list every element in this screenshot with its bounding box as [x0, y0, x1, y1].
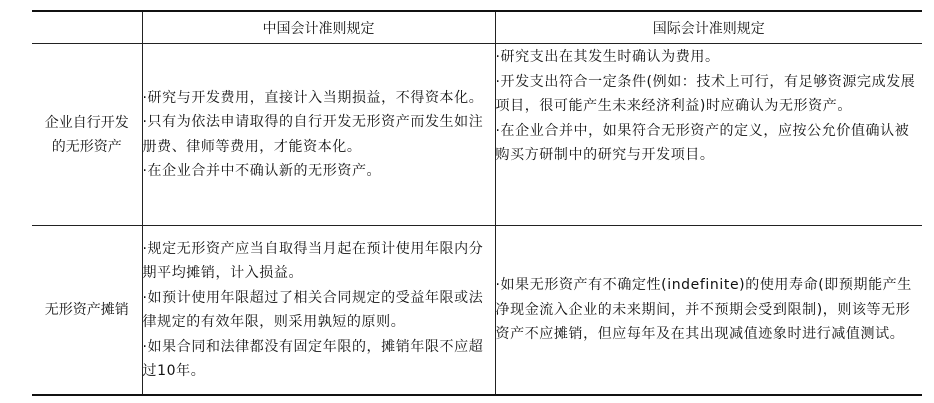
bullet-item: ·开发支出符合一定条件(例如：技术上可行，有足够资源完成发展项目，很可能产生未来经济利益)时应确认为无形资产。 — [495, 73, 916, 114]
row-label-line: 无形资产摊销 — [44, 302, 129, 318]
table-row — [32, 44, 922, 226]
china-cell-amortization — [142, 226, 495, 396]
bullet-item: ·在企业合并中，如果符合无形资产的定义，应按公允价值确认被购买方研制中的研究与开发项目。 — [495, 122, 910, 163]
bullet-item: ·只有为依法申请取得的自行开发无形资产而发生如注册费、律师等费用，才能资本化。 — [142, 114, 484, 155]
row-label-amortization — [32, 226, 142, 396]
header-china-standard: 中国会计准则规定 — [142, 11, 495, 44]
intl-cell-self-developed — [495, 44, 922, 226]
row-label-line: 的无形资产 — [51, 138, 122, 155]
bullet-item: ·在企业合并中不确认新的无形资产。 — [142, 163, 382, 179]
bullet-item: ·如果合同和法律都没有固定年限的，摊销年限不应超过10年。 — [142, 338, 484, 379]
intl-cell-amortization — [495, 226, 922, 396]
china-cell-self-developed — [142, 44, 495, 226]
bullet-item: ·如果无形资产有不确定性(indefinite)的使用寿命(即预期能产生净现金流入企业的未来期间，并不预期会受到限制)，则该等无形资产不应摊销，但应每年及在其出现减值迹象时进行减值测试。 — [495, 277, 912, 343]
bullet-item: ·规定无形资产应当自取得当月起在预计使用年限内分期平均摊销，计入损益。 — [142, 240, 484, 281]
header-international-standard: 国际会计准则规定 — [495, 11, 922, 44]
row-label-self-developed — [32, 44, 142, 226]
bullet-item: ·如预计使用年限超过了相关合同规定的受益年限或法律规定的有效年限，则采用孰短的原则。 — [142, 289, 484, 330]
table-row — [32, 226, 922, 396]
header-blank — [32, 11, 142, 44]
row-label-line: 企业自行开发 — [44, 114, 129, 131]
table-header-row — [32, 11, 922, 44]
comparison-table — [32, 10, 922, 396]
bullet-item: ·研究与开发费用，直接计入当期损益，不得资本化。 — [142, 89, 484, 106]
bullet-item: ·研究支出在其发生时确认为费用。 — [495, 49, 720, 65]
